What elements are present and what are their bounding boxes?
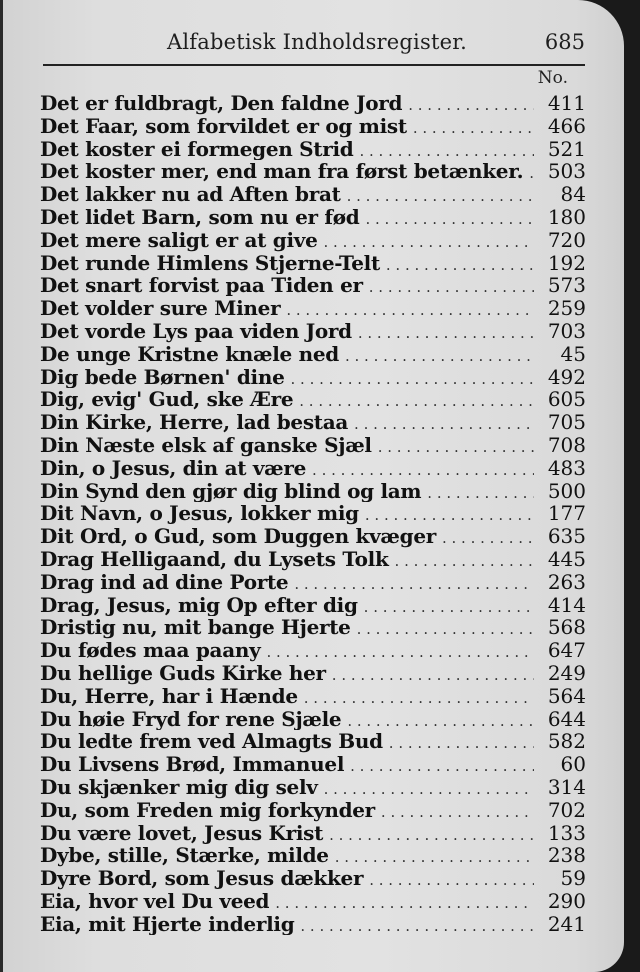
hymn-first-line: Du hellige Guds Kirke her — [40, 661, 326, 685]
hymn-first-line: Du skjænker mig dig selv — [40, 775, 318, 799]
hymn-first-line: Din Synd den gjør dig blind og lam — [40, 479, 422, 503]
hymn-number: 703 — [547, 319, 586, 343]
hymn-first-line: Dig, evig' Gud, ske Ære — [40, 388, 294, 412]
hymn-first-line: De unge Kristne knæle ned — [40, 342, 339, 366]
dot-leader — [335, 846, 534, 867]
dot-leader — [529, 162, 534, 183]
hymn-first-line: Det koster ei formegen Strid — [40, 137, 354, 161]
hymn-number: 582 — [547, 730, 586, 754]
index-entry — [40, 115, 586, 138]
dot-leader — [389, 732, 534, 753]
index-entry — [40, 366, 586, 389]
hymn-number: 290 — [547, 889, 586, 913]
hymn-first-line: Din Næste elsk af ganske Sjæl — [40, 433, 372, 457]
index-entry — [40, 571, 586, 594]
dot-leader — [395, 550, 534, 571]
dot-leader — [369, 276, 534, 297]
hymn-number: 503 — [547, 160, 586, 184]
index-entry — [40, 525, 586, 548]
hymn-number: 84 — [560, 183, 586, 206]
hymn-number: 720 — [547, 228, 586, 252]
hymn-first-line: Du ledte frem ved Almagts Bud — [40, 730, 383, 754]
index-entry — [40, 753, 586, 776]
hymn-index-list — [40, 92, 586, 935]
hymn-number: 568 — [547, 616, 586, 640]
index-entry — [40, 594, 586, 617]
dot-leader — [324, 231, 535, 252]
hymn-first-line: Dybe, stille, Stærke, milde — [40, 844, 329, 868]
dot-leader — [275, 892, 534, 913]
hymn-first-line: Du fødes maa paany — [40, 639, 261, 662]
dot-leader — [299, 390, 534, 411]
index-entry — [40, 616, 586, 639]
hymn-first-line: Det vorde Lys paa viden Jord — [40, 319, 352, 343]
dot-leader — [345, 345, 534, 366]
index-entry — [40, 388, 586, 411]
hymn-first-line: Dig bede Børnen' dine — [40, 365, 285, 389]
hymn-number: 466 — [547, 114, 586, 138]
index-entry — [40, 252, 586, 275]
hymn-first-line: Du Livsens Brød, Immanuel — [40, 753, 345, 776]
index-entry — [40, 776, 586, 799]
index-entry — [40, 92, 586, 115]
dot-leader — [350, 755, 534, 776]
hymn-number: 259 — [547, 297, 586, 320]
hymn-number: 263 — [547, 570, 586, 594]
hymn-number: 573 — [547, 274, 586, 298]
hymn-number: 60 — [560, 753, 586, 776]
index-entry — [40, 799, 586, 822]
hymn-number: 59 — [560, 867, 586, 890]
hymn-first-line: Drag, Jesus, mig Op efter dig — [40, 593, 358, 617]
hymn-number: 483 — [547, 456, 586, 480]
index-entry — [40, 548, 586, 571]
dot-leader — [358, 322, 534, 343]
index-entry — [40, 160, 586, 183]
hymn-number: 635 — [547, 525, 586, 548]
page-number: 685 — [544, 30, 585, 54]
hymn-first-line: Du, Herre, har i Hænde — [40, 684, 298, 708]
dot-leader — [266, 641, 534, 662]
index-entry — [40, 297, 586, 320]
index-entry — [40, 822, 586, 845]
hymn-first-line: Din, o Jesus, din at være — [40, 456, 307, 480]
index-entry — [40, 502, 586, 525]
hymn-first-line: Dit Navn, o Jesus, lokker mig — [40, 502, 359, 526]
hymn-first-line: Eia, hvor vel Du veed — [40, 889, 270, 913]
hymn-first-line: Det volder sure Miner — [40, 297, 281, 320]
index-entry — [40, 867, 586, 890]
dot-leader — [347, 710, 534, 731]
hymn-number: 414 — [547, 593, 586, 617]
dot-leader — [364, 596, 534, 617]
dot-leader — [413, 117, 534, 138]
hymn-number: 445 — [547, 547, 586, 571]
hymn-number: 564 — [547, 684, 586, 708]
index-title: Alfabetisk Indholdsregister. — [167, 30, 468, 54]
hymn-number: 492 — [547, 365, 586, 389]
hymn-number: 521 — [547, 137, 586, 161]
hymn-number: 45 — [560, 342, 586, 366]
index-entry — [40, 708, 586, 731]
hymn-first-line: Drag Helligaand, du Lysets Tolk — [40, 547, 389, 571]
hymn-first-line: Eia, mit Hjerte inderlig — [40, 912, 295, 936]
hymn-number: 180 — [547, 205, 586, 229]
dot-leader — [286, 299, 534, 320]
index-entry — [40, 913, 586, 936]
hymn-first-line: Det lidet Barn, som nu er fød — [40, 205, 360, 229]
index-entry — [40, 343, 586, 366]
hymn-number: 241 — [547, 912, 586, 936]
number-column-header: No. — [537, 68, 568, 88]
index-entry — [40, 685, 586, 708]
dot-leader — [332, 664, 534, 685]
index-entry — [40, 730, 586, 753]
hymn-first-line: Det mere saligt er at give — [40, 228, 318, 252]
dot-leader — [442, 527, 534, 548]
dot-leader — [324, 778, 534, 799]
index-entry — [40, 320, 586, 343]
hymn-number: 238 — [547, 844, 586, 868]
hymn-first-line: Du være lovet, Jesus Krist — [40, 821, 324, 845]
hymn-first-line: Din Kirke, Herre, lad bestaa — [40, 411, 349, 434]
hymn-first-line: Dristig nu, mit bange Hjerte — [40, 616, 351, 640]
dot-leader — [357, 618, 534, 639]
hymn-first-line: Det runde Himlens Stjerne-Telt — [40, 251, 380, 275]
hymn-number: 708 — [547, 433, 586, 457]
hymn-number: 133 — [547, 821, 586, 845]
dot-leader — [304, 687, 534, 708]
hymn-number: 314 — [547, 775, 586, 799]
index-entry — [40, 274, 586, 297]
header-rule — [43, 64, 585, 66]
dot-leader — [369, 869, 534, 890]
index-entry — [40, 138, 586, 161]
index-entry — [40, 411, 586, 434]
hymn-number: 702 — [547, 798, 586, 822]
dot-leader — [359, 140, 534, 161]
hymn-first-line: Det er fuldbragt, Den faldne Jord — [40, 92, 403, 115]
dot-leader — [300, 915, 534, 936]
dot-leader — [354, 413, 534, 434]
index-entry — [40, 183, 586, 206]
hymn-first-line: Drag ind ad dine Porte — [40, 570, 289, 594]
index-entry — [40, 639, 586, 662]
dot-leader — [378, 436, 534, 457]
hymn-number: 644 — [547, 707, 586, 731]
index-entry — [40, 844, 586, 867]
hymn-first-line: Det koster mer, end man fra først betænker. — [40, 160, 524, 184]
index-entry — [40, 206, 586, 229]
hymn-first-line: Det Faar, som forvildet er og mist — [40, 114, 407, 138]
dot-leader — [365, 504, 534, 525]
index-entry — [40, 229, 586, 252]
dot-leader — [381, 801, 534, 822]
dot-leader — [312, 459, 534, 480]
dot-leader — [427, 482, 534, 503]
dot-leader — [365, 208, 534, 229]
dot-leader — [329, 824, 534, 845]
hymn-number: 192 — [547, 251, 586, 275]
index-entry — [40, 457, 586, 480]
hymn-number: 705 — [547, 411, 586, 434]
hymn-first-line: Du høie Fryd for rene Sjæle — [40, 707, 342, 731]
hymn-number: 647 — [547, 639, 586, 662]
hymn-first-line: Det snart forvist paa Tiden er — [40, 274, 363, 298]
dot-leader — [408, 94, 534, 115]
hymn-number: 411 — [547, 92, 586, 115]
index-entry — [40, 662, 586, 685]
dot-leader — [386, 254, 534, 275]
index-entry — [40, 434, 586, 457]
hymn-number: 177 — [547, 502, 586, 526]
index-entry — [40, 890, 586, 913]
dot-leader — [294, 573, 534, 594]
index-entry — [40, 480, 586, 503]
dot-leader — [291, 368, 535, 389]
dot-leader — [347, 185, 534, 206]
hymn-first-line: Du, som Freden mig forkynder — [40, 798, 375, 822]
hymn-number: 605 — [547, 388, 586, 412]
running-header — [43, 28, 585, 60]
hymn-first-line: Dit Ord, o Gud, som Duggen kvæger — [40, 525, 436, 548]
hymn-first-line: Det lakker nu ad Aften brat — [40, 183, 341, 206]
hymn-first-line: Dyre Bord, som Jesus dækker — [40, 867, 364, 890]
hymn-number: 500 — [547, 479, 586, 503]
hymn-number: 249 — [547, 661, 586, 685]
